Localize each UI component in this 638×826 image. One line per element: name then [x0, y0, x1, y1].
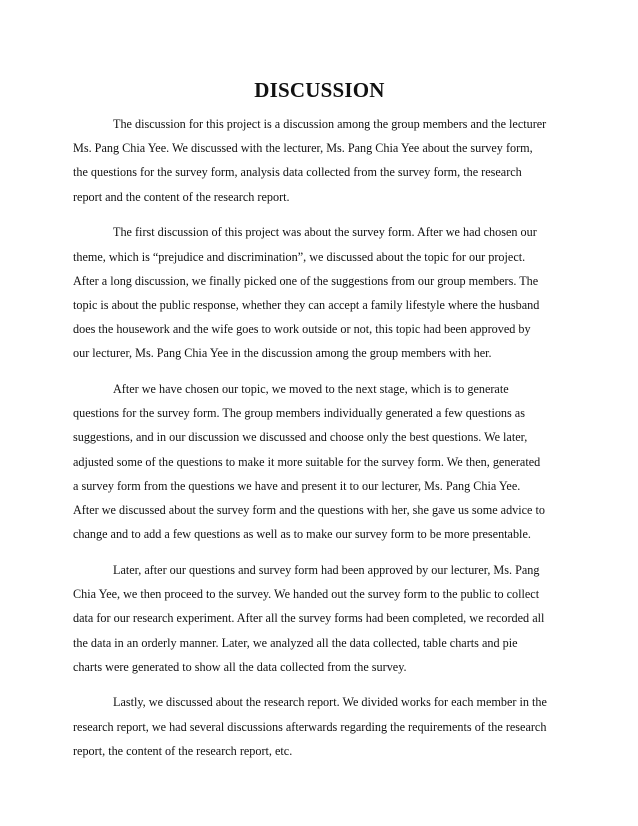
text-line: After we discussed about the survey form and the questions with her, she gave us some advice to	[73, 503, 545, 518]
text-line: change and to add a few questions as well as to make our survey form to be more presentable.	[73, 527, 531, 542]
text-line: report, the content of the research report, etc.	[73, 743, 293, 758]
text-line: Ms. Pang Chia Yee. We discussed with the lecturer, Ms. Pang Chia Yee about the survey form,	[73, 141, 533, 156]
text-line: The first discussion of this project was about the survey form. After we had chosen our	[113, 225, 537, 240]
text-line: topic is about the public response, whether they can accept a family lifestyle where the husband	[73, 297, 540, 312]
text-line: suggestions, and in our discussion we discussed and choose only the best questions. We later,	[73, 430, 528, 445]
paragraph-survey-execution	[73, 558, 566, 679]
text-line: does the housework and the wife goes to work outside or not, this topic had been approved by	[73, 322, 531, 337]
text-line: adjusted some of the questions to make it more suitable for the survey form. We then, generated	[73, 454, 541, 469]
text-line: After a long discussion, we finally picked one of the suggestions from our group members. The	[73, 273, 539, 288]
paragraph-project-discussion	[73, 112, 566, 209]
text-line: data for our research experiment. After all the survey forms had been completed, we recorded all	[73, 611, 545, 626]
text-line: a survey form from the questions we have and present it to our lecturer, Ms. Pang Chia Yee.	[73, 478, 521, 493]
text-line: the data in an orderly manner. Later, we analyzed all the data collected, table charts and pie	[73, 635, 518, 650]
paragraph-survey-questions	[73, 377, 566, 546]
page-title: DISCUSSION	[254, 78, 385, 102]
text-line: theme, which is “prejudice and discrimination”, we discussed about the topic for our project.	[73, 249, 526, 264]
text-line: research report, we had several discussions afterwards regarding the requirements of the research	[73, 719, 547, 734]
text-line: The discussion for this project is a discussion among the group members and the lecturer	[113, 117, 547, 131]
text-line: Later, after our questions and survey form had been approved by our lecturer, Ms. Pang	[113, 562, 540, 577]
text-line: After we have chosen our topic, we moved to the next stage, which is to generate	[113, 382, 509, 397]
text-line: charts were generated to show all the data collected from the survey.	[73, 659, 407, 674]
paragraph-research-report	[73, 690, 566, 763]
paragraph-survey-topic	[73, 220, 566, 365]
text-line: report and the content of the research report.	[73, 189, 290, 204]
text-line: the questions for the survey form, analysis data collected from the survey form, the research	[73, 165, 522, 180]
text-line: Lastly, we discussed about the research report. We divided works for each member in the	[113, 695, 547, 710]
text-line: Chia Yee, we then proceed to the survey. We handed out the survey form to the public to collect	[73, 587, 540, 602]
text-line: our lecturer, Ms. Pang Chia Yee in the discussion among the group members with her.	[73, 346, 492, 361]
text-line: questions for the survey form. The group members individually generated a few questions as	[73, 406, 525, 421]
